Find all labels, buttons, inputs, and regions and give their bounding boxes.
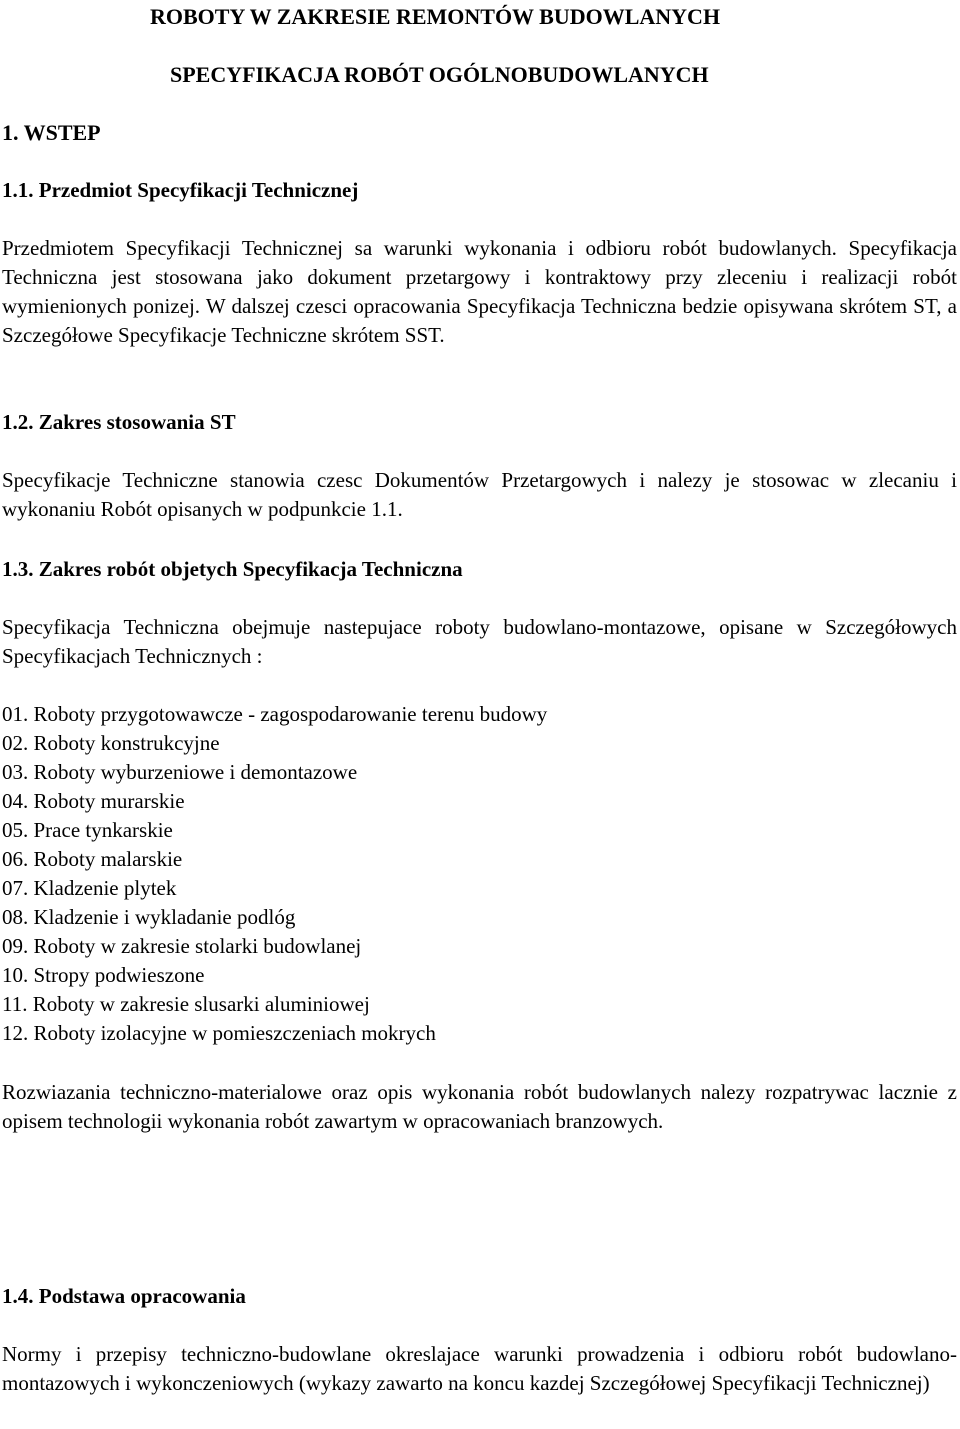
- list-item: 01. Roboty przygotowawcze - zagospodarowanie terenu budowy: [2, 702, 548, 726]
- list-item: 02. Roboty konstrukcyjne: [2, 731, 220, 755]
- section-heading-1-2: 1.2. Zakres stosowania ST: [2, 410, 236, 434]
- list-item: 04. Roboty murarskie: [2, 789, 185, 813]
- section-heading-1: 1. WSTEP: [2, 120, 101, 145]
- paragraph-1-4: Normy i przepisy techniczno-budowlane okreslajace warunki prowadzenia i odbioru robót budowlano-montazowych i wykonczeniowych (wykazy zawarto na koncu kazdej Szczegółowej Specyfikacji Technicznej): [2, 1342, 957, 1395]
- paragraph-1-1: Przedmiotem Specyfikacji Technicznej sa warunki wykonania i odbioru robót budowlanych. Specyfikacja Techniczna jest stosowana jako dokument przetargowy i kontraktowy przy zleceniu i realizacji robót wymienionych ponizej. W dalszej czesci opracowania Specyfikacja Techniczna bedzie opisywana skrótem ST, a Szczegółowe Specyfikacje Techniczne skrótem SST.: [2, 236, 957, 347]
- document-subtitle: SPECYFIKACJA ROBÓT OGÓLNOBUDOWLANYCH: [170, 62, 709, 87]
- list-item: 09. Roboty w zakresie stolarki budowlanej: [2, 934, 362, 958]
- list-item: 03. Roboty wyburzeniowe i demontazowe: [2, 760, 358, 784]
- paragraph-1-2: Specyfikacje Techniczne stanowia czesc Dokumentów Przetargowych i nalezy je stosowac w zlecaniu i wykonaniu Robót opisanych w podpunkcie 1.1.: [2, 468, 957, 521]
- list-item: 08. Kladzenie i wykladanie podlóg: [2, 905, 296, 929]
- section-heading-1-3: 1.3. Zakres robót objetych Specyfikacja Techniczna: [2, 557, 463, 581]
- section-heading-1-4: 1.4. Podstawa opracowania: [2, 1284, 246, 1308]
- works-list: [2, 700, 547, 1048]
- paragraph-1-3: Specyfikacja Techniczna obejmuje nastepujace roboty budowlano-montazowe, opisane w Szczegółowych Specyfikacjach Technicznych :: [2, 615, 957, 668]
- list-item: 11. Roboty w zakresie slusarki aluminiowej: [2, 992, 370, 1016]
- list-item: 06. Roboty malarskie: [2, 847, 183, 871]
- closing-paragraph: Rozwiazania techniczno-materialowe oraz opis wykonania robót budowlanych nalezy rozpatrywac lacznie z opisem technologii wykonania robót zawartym w opracowaniach branzowych.: [2, 1080, 957, 1133]
- list-item: 12. Roboty izolacyjne w pomieszczeniach mokrych: [2, 1021, 436, 1045]
- document-title: ROBOTY W ZAKRESIE REMONTÓW BUDOWLANYCH: [150, 4, 721, 29]
- section-heading-1-1: 1.1. Przedmiot Specyfikacji Technicznej: [2, 178, 359, 202]
- list-item: 05. Prace tynkarskie: [2, 818, 173, 842]
- list-item: 07. Kladzenie plytek: [2, 876, 177, 900]
- list-item: 10. Stropy podwieszone: [2, 963, 205, 987]
